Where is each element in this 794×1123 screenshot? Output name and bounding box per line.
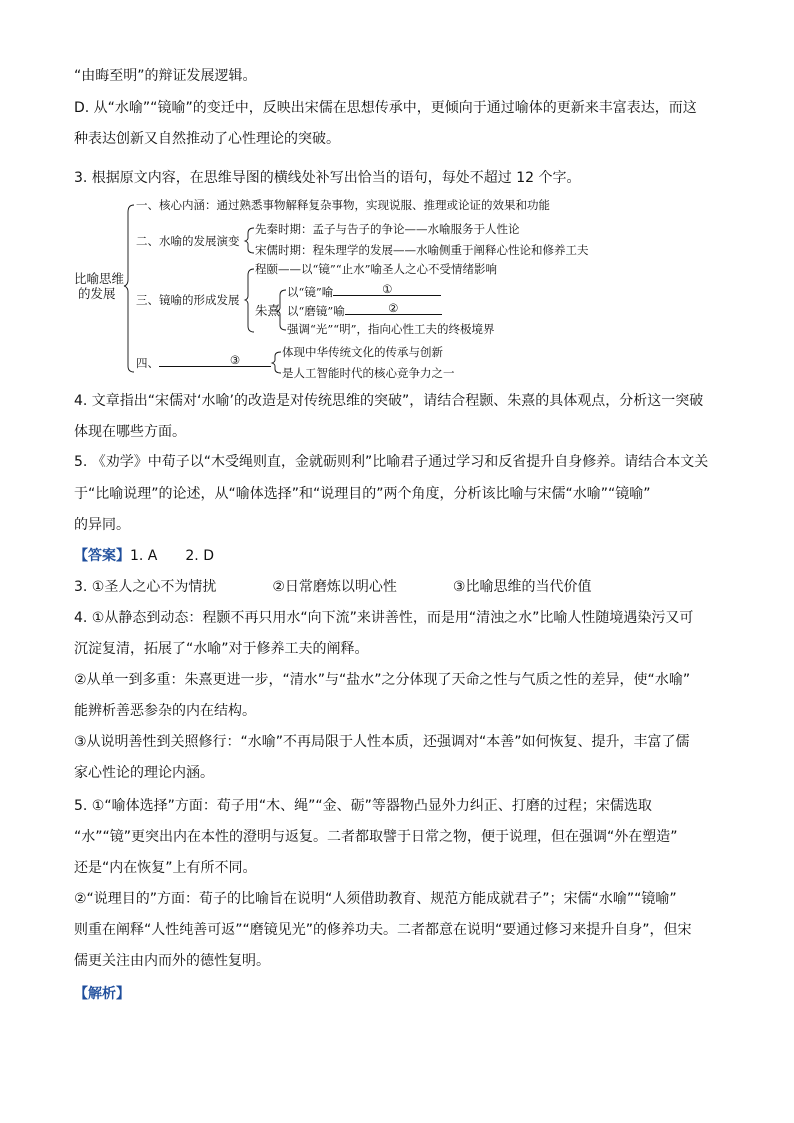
mindmap-label: 以“镜”喻 [287,285,334,299]
mindmap-branch-3a: 程颐——以“镜”“止水”喻圣人之心不受情绪影响 [255,262,498,276]
answer-5: 还是“内在恢复”上有所不同。 [74,860,257,876]
mindmap-branch-3b3: 强调“光”“明”，指向心性工夫的终极境界 [287,322,495,336]
fill-blank-3 [159,354,271,367]
blank-number: ③ [229,353,241,367]
answer-4: ③从说明善性到关照修行：“水喻”不再局限于人性本质，还强调对“本善”如何恢复、提升，丰富了儒 [74,734,690,750]
text-line: “由晦至明”的辩证发展逻辑。 [74,68,257,84]
answer-4: 家心性论的理论内涵。 [74,765,214,781]
question-5: 于“比喻说理”的论述，从“喻体选择”和“说理目的”两个角度，分析该比喻与宋儒“水喻”“镜喻” [74,486,651,502]
fill-blank-2 [345,302,442,315]
answer-4: 能辨析善恶参杂的内在结构。 [74,703,256,719]
mindmap-branch-3: 三、镜喻的形成发展 [136,293,240,307]
answer-1-2: 1. A 2. D [130,548,214,564]
answer-5: “水”“镜”更突出内在本性的澄明与返复。二者都取譬于日常之物，便于说理，但在强调“外在塑造” [74,829,678,845]
blank-number: ① [382,282,393,296]
mindmap-branch-2: 二、水喻的发展演变 [136,234,240,248]
mindmap-label: 以“磨镜”喻 [287,304,345,318]
answer-5: 5. ①“喻体选择”方面：荀子用“木、绳”“金、砺”等器物凸显外力纠正、打磨的过程；宋儒选取 [74,798,652,814]
mindmap-branch-4 [136,354,271,370]
mindmap-root-line: 的发展 [78,286,116,301]
answer-5: ②“说理目的”方面：荀子的比喻旨在说明“人须借助教育、规范方能成就君子”；宋儒“水喻”“镜喻” [74,891,677,907]
answer-4: 4. ①从静态到动态：程颢不再只用水“向下流”来讲善性，而是用“清浊之水”比喻人性随境遇染污又可 [74,610,694,626]
question-5: 5. 《劝学》中荀子以“木受绳则直，金就砺则利”比喻君子通过学习和反省提升自身修养。请结合本文关 [74,454,709,470]
question-5: 的异同。 [74,517,130,533]
analysis-label: 【解析】 [74,986,130,1002]
answer-label: 【答案】 [74,548,130,564]
fill-blank-1 [333,283,441,296]
question-3: 3. 根据原文内容，在思维导图的横线处补写出恰当的语句，每处不超过 12 个字。 [74,170,581,186]
mindmap-branch-1: 一、核心内涵：通过熟悉事物解释复杂事物，实现说服、推理或论证的效果和功能 [136,198,550,212]
answer-4: 沉淀复清，拓展了“水喻”对于修养工夫的阐释。 [74,641,369,657]
question-4: 4. 文章指出“宋儒对‘水喻’的改造是对传统思维的突破”，请结合程颢、朱熹的具体观点，分析这一突破 [74,393,704,409]
mindmap-label: 四、 [136,356,159,370]
mindmap-branch-3b: 朱熹 [255,303,281,318]
mindmap-branch-2b: 宋儒时期：程朱理学的发展——水喻侧重于阐释心性论和修养工夫 [255,243,589,257]
mindmap-branch-3b1 [287,283,441,299]
text-line: 种表达创新又自然推动了心性理论的突破。 [74,131,340,147]
answer-5: 则重在阐释“人性纯善可返”“磨镜见光”的修养功夫。二者都意在说明“要通过修习来提升自身”，但宋 [74,922,692,938]
blank-number: ② [388,301,399,315]
answer-4: ②从单一到多重：朱熹更进一步，“清水”与“盐水”之分体现了天命之性与气质之性的差异，使“水喻” [74,672,691,688]
mindmap-root [74,271,124,301]
mindmap-branch-3b2 [287,302,442,318]
mindmap-root-line: 比喻思维 [74,271,125,286]
text-line: D. 从“水喻”“镜喻”的变迁中，反映出宋儒在思想传承中，更倾向于通过喻体的更新来丰富表达，而这 [74,100,697,116]
answer-3: 3. ①圣人之心不为情扰 ②日常磨炼以明心性 ③比喻思维的当代价值 [74,579,592,595]
mindmap-branch-4b: 是人工智能时代的核心竞争力之一 [282,366,455,380]
answer-line [74,546,214,566]
mindmap-branch-4a: 体现中华传统文化的传承与创新 [282,345,443,359]
mindmap-branch-2a: 先秦时期：孟子与告子的争论——水喻服务于人性论 [255,222,520,236]
answer-5: 儒更关注由内而外的德性复明。 [74,953,270,969]
question-4: 体现在哪些方面。 [74,424,186,440]
